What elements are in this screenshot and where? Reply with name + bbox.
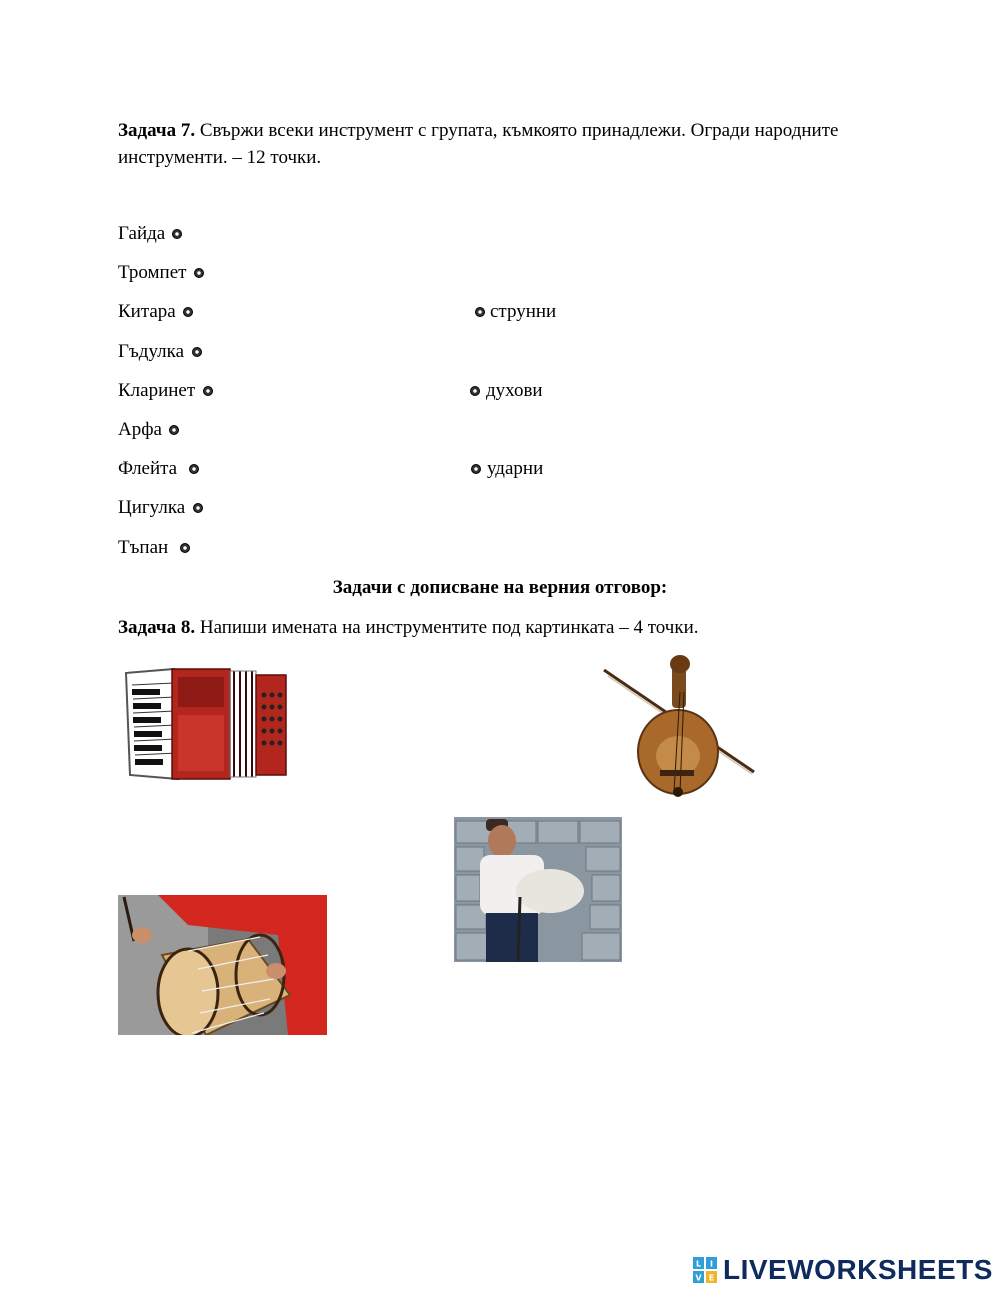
accordion-image — [122, 665, 290, 783]
bagpipe-player-image — [454, 817, 622, 962]
svg-text:L: L — [695, 1259, 702, 1269]
task-7-label: Задача 7. — [118, 120, 196, 141]
instrument-label: Кларинет — [118, 380, 196, 401]
group-udarni — [487, 457, 543, 481]
instrument-item — [118, 261, 186, 285]
match-dot-udarni[interactable] — [471, 464, 481, 474]
match-dot-trompet[interactable] — [194, 268, 204, 278]
instrument-label: Китара — [118, 301, 176, 322]
task-7-instructions — [118, 117, 878, 171]
group-label: духови — [486, 380, 543, 401]
live-badge-icon — [693, 1257, 717, 1283]
match-dot-duhovi[interactable] — [470, 386, 480, 396]
instrument-item — [118, 536, 168, 560]
instrument-label: Цигулка — [118, 497, 186, 518]
instrument-label: Арфа — [118, 419, 162, 440]
match-dot-tapan[interactable] — [180, 543, 190, 553]
instrument-label: Тъпан — [118, 537, 169, 558]
instrument-label: Гъдулка — [118, 341, 184, 362]
liveworksheets-logo — [693, 1255, 993, 1285]
task-8-label: Задача 8. — [118, 617, 196, 638]
instrument-label: Тромпет — [118, 262, 187, 283]
gadulka-image — [598, 652, 760, 800]
match-dot-gaida[interactable] — [172, 229, 182, 239]
drum-image — [118, 895, 327, 1035]
instrument-item — [118, 418, 162, 442]
group-duhovi — [486, 379, 543, 403]
match-dot-gadulka[interactable] — [192, 347, 202, 357]
svg-text:V: V — [695, 1273, 702, 1283]
instrument-item — [118, 222, 165, 246]
match-dot-arfa[interactable] — [169, 425, 179, 435]
match-dot-klarinet[interactable] — [203, 386, 213, 396]
instrument-item — [118, 340, 184, 364]
section-subheading: Задачи с дописване на верния отговор: — [332, 577, 668, 598]
group-strunni — [490, 300, 556, 324]
match-dot-strunni[interactable] — [475, 307, 485, 317]
instrument-item — [118, 496, 185, 520]
match-dot-fleita[interactable] — [189, 464, 199, 474]
task-8-instructions — [118, 614, 878, 641]
task-7-text: Свържи всеки инструмент с групата, къмкоято принадлежи. Огради народните инструменти. – 12 точки. — [118, 120, 839, 168]
instrument-label: Флейта — [118, 458, 178, 479]
instrument-item — [118, 457, 177, 481]
logo-text: LIVEWORKSHEETS — [723, 1254, 993, 1285]
group-label: ударни — [487, 458, 544, 479]
svg-text:I: I — [710, 1259, 713, 1269]
task-8-text: Напиши имената на инструментите под картинката – 4 точки. — [195, 617, 699, 638]
instrument-item — [118, 379, 195, 403]
match-dot-tsigulka[interactable] — [193, 503, 203, 513]
instrument-label: Гайда — [118, 223, 166, 244]
instrument-item — [118, 300, 176, 324]
group-label: струнни — [490, 301, 557, 322]
match-dot-kitara[interactable] — [183, 307, 193, 317]
svg-text:E: E — [708, 1273, 715, 1283]
